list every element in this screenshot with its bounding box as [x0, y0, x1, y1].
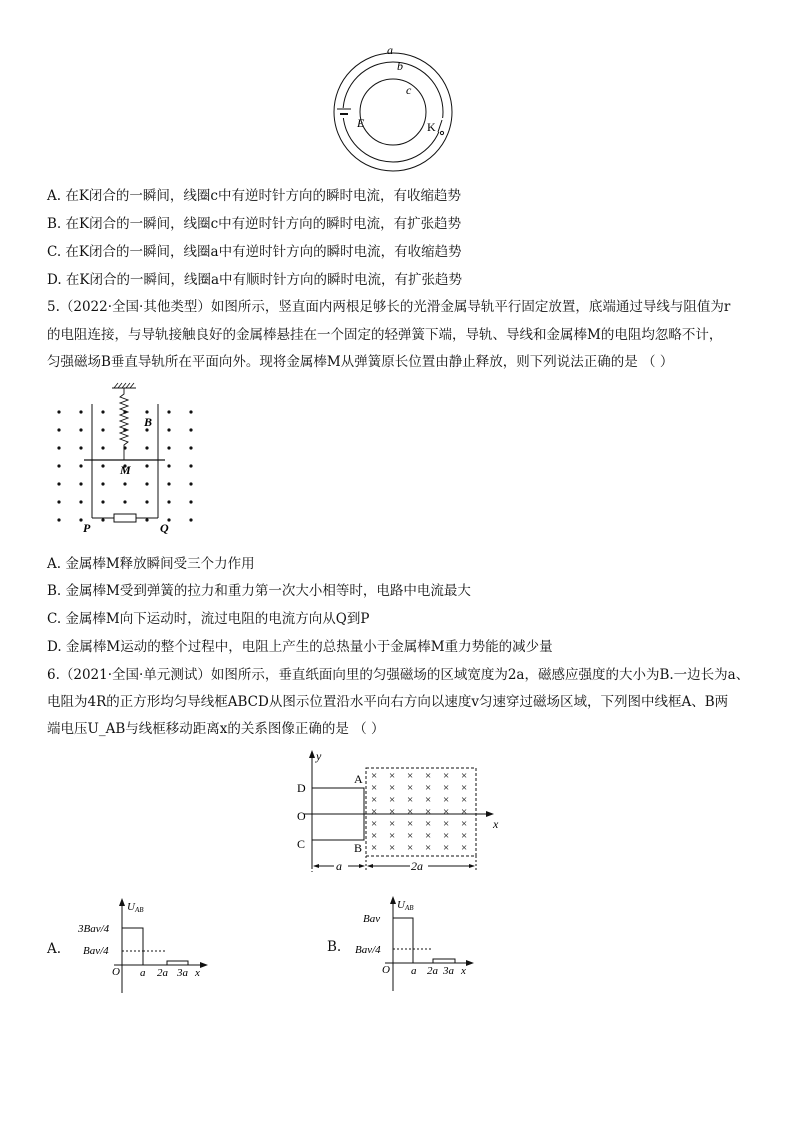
x-tick-3: 3a [443, 965, 454, 977]
x-axis-label: x [195, 967, 200, 979]
field-cross: × [425, 842, 432, 854]
field-cross: × [425, 806, 432, 818]
label-Q: Q [160, 521, 169, 535]
label-K: K [427, 120, 436, 134]
q4-option-c: C. 在K闭合的一瞬间，线圈a中有逆时针方向的瞬时电流，有收缩趋势 [47, 244, 462, 260]
field-cross: × [389, 842, 396, 854]
field-cross: × [461, 794, 468, 806]
label-a: a [387, 43, 393, 57]
field-dot [79, 428, 82, 431]
label-M: M [120, 463, 131, 477]
field-dot [79, 410, 82, 413]
field-dot [167, 446, 170, 449]
q6-graph-b [345, 893, 495, 993]
q6-option-a-label: A. [47, 941, 62, 957]
field-dot [101, 428, 104, 431]
field-dot [145, 500, 148, 503]
field-cross: × [407, 782, 414, 794]
field-dot [79, 464, 82, 467]
field-cross: × [425, 818, 432, 830]
field-cross: × [389, 818, 396, 830]
y-tick-1: Bav [363, 913, 381, 925]
field-dot [57, 410, 60, 413]
field-dot [145, 518, 148, 521]
field-dot [101, 410, 104, 413]
field-dot [101, 464, 104, 467]
q5-stem-2: 的电阻连接，与导轨接触良好的金属棒悬挂在一个固定的轻弹簧下端，导轨、导线和金属棒M的电阻均忽略不计， [47, 327, 723, 343]
field-cross: × [461, 806, 468, 818]
field-cross: × [425, 830, 432, 842]
q6-stem-3: 端电压U_AB与线框移动距离x的关系图像正确的是 （ ） [47, 721, 385, 737]
q5-stem-3: 匀强磁场B垂直导轨所在平面向外。现将金属棒M从弹簧原长位置由静止释放，则下列说法正确的是 （ ） [47, 354, 674, 370]
label-c: c [406, 83, 412, 97]
field-dot [167, 500, 170, 503]
origin-label: O [382, 964, 390, 976]
rails-figure [50, 380, 210, 540]
field-cross: × [389, 782, 396, 794]
field-cross: × [371, 842, 378, 854]
ring-a [334, 53, 452, 171]
field-dot [145, 410, 148, 413]
field-cross: × [443, 782, 450, 794]
field-dot [101, 446, 104, 449]
y-tick-1: 3Bav/4 [78, 923, 110, 935]
field-dot [57, 482, 60, 485]
ring-b [343, 62, 443, 162]
field-cross: × [371, 830, 378, 842]
field-dot [167, 410, 170, 413]
label-P: P [83, 521, 91, 535]
field-dot [189, 410, 192, 413]
field-dot [79, 500, 82, 503]
field-dot [167, 482, 170, 485]
field-cross: × [371, 818, 378, 830]
label-x: x [493, 817, 499, 831]
label-b: b [397, 59, 403, 73]
label-B: B [354, 841, 363, 855]
field-dot [101, 500, 104, 503]
label-y: y [316, 749, 322, 763]
field-cross: × [407, 818, 414, 830]
field-cross: × [407, 806, 414, 818]
field-dot [101, 482, 104, 485]
field-cross: × [443, 842, 450, 854]
field-dot [145, 482, 148, 485]
label-B: B [144, 415, 153, 429]
label-E: E [357, 116, 365, 130]
field-dot [189, 464, 192, 467]
field-cross: × [389, 794, 396, 806]
field-dot [123, 500, 126, 503]
field-cross: × [443, 806, 450, 818]
q5-option-c: C. 金属棒M向下运动时，流过电阻的电流方向从Q到P [47, 611, 370, 627]
q5-option-d: D. 金属棒M运动的整个过程中，电阻上产生的总热量小于金属棒M重力势能的减少量 [47, 639, 553, 655]
label-C: C [297, 837, 306, 851]
x-tick-1: a [411, 965, 417, 977]
q4-option-b: B. 在K闭合的一瞬间，线圈c中有逆时针方向的瞬时电流，有扩张趋势 [47, 216, 462, 232]
label-D: D [297, 781, 306, 795]
field-cross: × [461, 782, 468, 794]
label-A: A [354, 772, 363, 786]
u-axis-label: UAB [127, 901, 144, 914]
label-a-dim: a [336, 859, 342, 873]
q5-stem-1: 5.（2022·全国·其他类型）如图所示，竖直面内两根足够长的光滑金属导轨平行固定放置，底端通过导线与阻值为r [47, 299, 731, 315]
x-tick-2: 2a [157, 967, 168, 979]
field-dot [57, 500, 60, 503]
field-dot [189, 482, 192, 485]
q5-option-b: B. 金属棒M受到弹簧的拉力和重力第一次大小相等时，电路中电流最大 [47, 583, 471, 599]
field-cross: × [443, 818, 450, 830]
spring [120, 388, 128, 460]
x-tick-3: 3a [177, 967, 188, 979]
field-dot [101, 518, 104, 521]
field-dot [189, 446, 192, 449]
field-dot [57, 428, 60, 431]
field-cross: × [407, 770, 414, 782]
field-region [366, 768, 476, 856]
field-dot [57, 464, 60, 467]
field-cross: × [425, 794, 432, 806]
q4-option-d: D. 在K闭合的一瞬间，线圈a中有顺时针方向的瞬时电流，有扩张趋势 [47, 272, 463, 288]
field-dot [145, 464, 148, 467]
frame-field-figure [290, 748, 510, 876]
field-cross: × [461, 830, 468, 842]
field-cross: × [371, 782, 378, 794]
field-cross: × [371, 770, 378, 782]
field-dot [57, 518, 60, 521]
field-dot [145, 446, 148, 449]
field-cross: × [461, 818, 468, 830]
u-axis-label: UAB [397, 899, 414, 912]
field-dot [167, 464, 170, 467]
field-crosses [371, 770, 467, 854]
field-cross: × [407, 794, 414, 806]
field-cross: × [443, 794, 450, 806]
q6-option-b-label: B. [327, 939, 342, 955]
field-cross: × [371, 806, 378, 818]
field-cross: × [461, 770, 468, 782]
label-2a-dim: 2a [411, 859, 423, 873]
ring-c [360, 79, 426, 145]
x-tick-1: a [140, 967, 146, 979]
x-axis-label: x [461, 965, 466, 977]
field-dot [123, 482, 126, 485]
origin-label: O [112, 966, 120, 978]
field-cross: × [407, 830, 414, 842]
q4-option-a: A. 在K闭合的一瞬间，线圈c中有逆时针方向的瞬时电流，有收缩趋势 [47, 188, 461, 204]
field-cross: × [389, 806, 396, 818]
field-dot [189, 428, 192, 431]
y-tick-2: Bav/4 [83, 945, 109, 957]
q6-stem-2: 电阻为4R的正方形均匀导线框ABCD从图示位置沿水平向右方向以速度v匀速穿过磁场区域，下列图中线框A、B两 [47, 694, 729, 710]
field-dot [189, 518, 192, 521]
field-cross: × [425, 782, 432, 794]
field-dot [189, 500, 192, 503]
label-O: O [297, 809, 306, 823]
field-cross: × [371, 794, 378, 806]
field-dot [79, 482, 82, 485]
field-dot [167, 428, 170, 431]
y-tick-2: Bav/4 [355, 944, 381, 956]
field-dot [57, 446, 60, 449]
q5-option-a: A. 金属棒M释放瞬间受三个力作用 [47, 556, 255, 572]
field-cross: × [407, 842, 414, 854]
field-dot [79, 446, 82, 449]
q6-stem-1: 6.（2021·全国·单元测试）如图所示，垂直纸面向里的匀强磁场的区域宽度为2a，磁感应强度的大小为B.一边长为a、 [47, 667, 750, 683]
x-tick-2: 2a [427, 965, 438, 977]
field-cross: × [443, 770, 450, 782]
rings-figure [330, 40, 460, 180]
field-cross: × [425, 770, 432, 782]
resistor [114, 514, 136, 522]
field-cross: × [389, 770, 396, 782]
field-cross: × [443, 830, 450, 842]
field-cross: × [461, 842, 468, 854]
field-cross: × [389, 830, 396, 842]
q6-graph-a [70, 895, 220, 995]
